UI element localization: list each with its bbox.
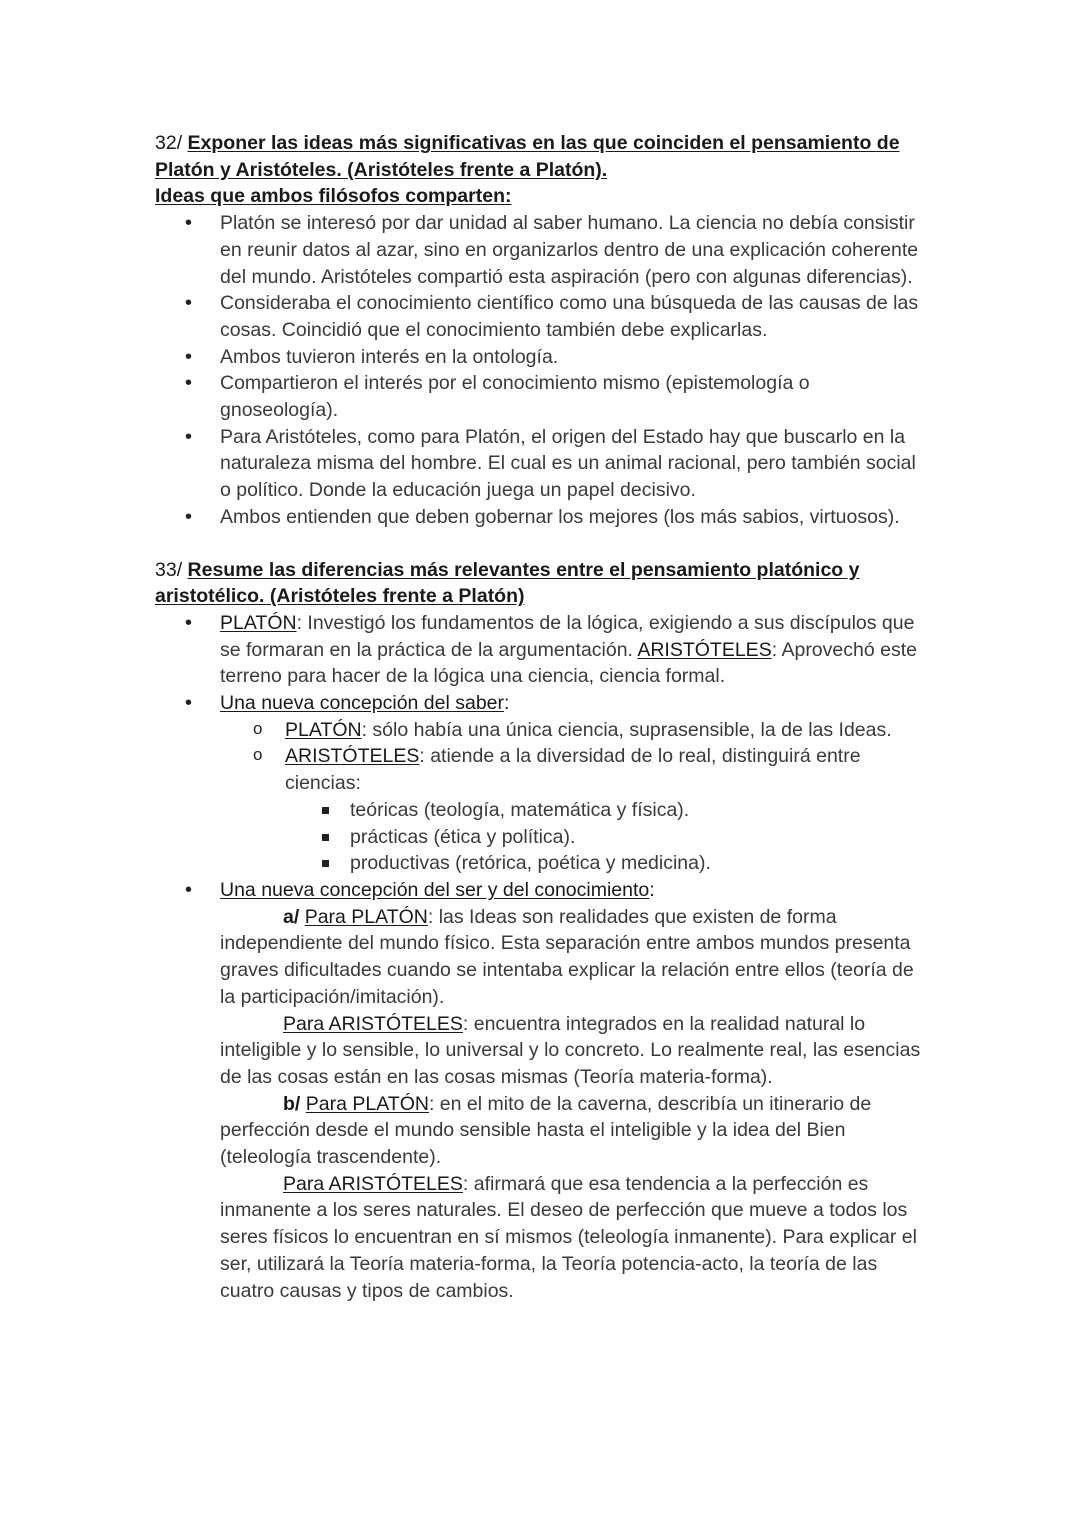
q32-heading [155, 130, 930, 183]
saber-aristoteles-text: : atiende a la diversidad de lo real, distinguirá entre ciencias: [285, 745, 861, 795]
ciencias-list [285, 797, 930, 877]
q32-number: 32/ [155, 132, 188, 154]
ser-b-platon [220, 1091, 930, 1171]
q33-bullet-logica [155, 610, 930, 690]
q33-title: Resume las diferencias más relevantes entre el pensamiento platónico y aristotélico. (Aristóteles frente a Platón) [155, 558, 860, 608]
saber-aristoteles-label: ARISTÓTELES [285, 745, 420, 768]
ser-label: Una nueva concepción del ser y del conocimiento [220, 878, 650, 901]
saber-platon-label: PLATÓN [285, 718, 362, 741]
ser-b-aristoteles [220, 1171, 930, 1305]
ciencias-productivas: productivas (retórica, poética y medicina). [285, 850, 930, 877]
b-marker: b/ [283, 1092, 301, 1115]
b-platon-text: : en el mito de la caverna, describía un itinerario de perfección desde el mundo sensible hasta el inteligible y la idea del Bien (teleología trascendente). [220, 1092, 872, 1169]
b-aristoteles-text: : afirmará que esa tendencia a la perfección es inmanente a los seres naturales. El deseo de perfección que mueve a todos los seres físicos lo encuentran en sí mismos (teleología inmanente). Para explicar el ser, utilizará la Teoría materia-forma, la Teoría potencia-acto, la teoría de las cuatro causas y tipos de cambios. [220, 1172, 917, 1302]
a-aristoteles-label: Para ARISTÓTELES [283, 1012, 463, 1035]
q32-subtitle-line [155, 183, 930, 210]
q32-bullet-6: • Ambos entienden que deben gobernar los mejores (los más sabios, virtuosos). [155, 504, 930, 531]
ciencias-practicas: prácticas (ética y política). [285, 824, 930, 851]
saber-label: Una nueva concepción del saber [220, 692, 505, 715]
q33-bullet-list [155, 610, 930, 904]
a-aristoteles-text: : encuentra integrados en la realidad natural lo inteligible y lo sensible, lo universal y lo concreto. Lo realmente real, las esencias de las cosas están en las cosas mismas (Teoría materia-forma). [220, 1012, 921, 1088]
a-platon-label: Para PLATÓN [304, 905, 428, 928]
aristoteles-logic-text: : Aprovechó este terreno para hacer de la lógica una ciencia, ciencia formal. [220, 638, 917, 688]
ser-a-aristoteles [220, 1011, 930, 1091]
saber-platon [220, 717, 930, 744]
q32-bullet-2: • Consideraba el conocimiento científico como una búsqueda de las causas de las cosas. Coincidió que el conocimiento también debe explicarlas. [155, 290, 930, 343]
saber-aristoteles [220, 743, 930, 877]
q32-bullet-1: • Platón se interesó por dar unidad al saber humano. La ciencia no debía consistir en reunir datos al azar, sino en organizarlos dentro de una explicación coherente del mundo. Aristóteles compartió esta aspiración (pero con algunas diferencias). [155, 210, 930, 290]
a-marker: a/ [283, 905, 300, 928]
q33-heading [155, 557, 930, 610]
q33-bullet-ser [155, 877, 930, 904]
ser-a-platon [220, 904, 930, 1011]
aristoteles-label: ARISTÓTELES [637, 638, 772, 661]
b-platon-label: Para PLATÓN [305, 1092, 429, 1115]
section-gap [155, 531, 930, 557]
saber-sublist [220, 717, 930, 877]
platon-logic-text: : Investigó los fundamentos de la lógica, exigiendo a sus discípulos que se formaran en la práctica de la argumentación. [220, 611, 915, 661]
q32-title: Exponer las ideas más significativas en las que coinciden el pensamiento de Platón y Aristóteles. (Aristóteles frente a Platón). [155, 132, 900, 181]
saber-platon-text: : sólo había una única ciencia, suprasensible, la de las Ideas. [361, 718, 892, 741]
platon-label: PLATÓN [220, 611, 297, 634]
q32-bullet-4: • Compartieron el interés por el conocimiento mismo (epistemología o gnoseología). [155, 370, 930, 423]
a-platon-text: : las Ideas son realidades que existen de forma independiente del mundo físico. Esta separación entre ambos mundos presenta graves dificultades cuando se intentaba explicar la relación entre ellos (teoría de la participación/imitación). [220, 905, 914, 1008]
b-aristoteles-label: Para ARISTÓTELES [283, 1172, 463, 1195]
saber-colon: : [504, 692, 510, 715]
ciencias-teoricas: teóricas (teología, matemática y física). [285, 797, 930, 824]
q32-subtitle: Ideas que ambos filósofos comparten: [155, 185, 512, 208]
ser-colon: : [649, 878, 655, 901]
q32-bullet-5: • Para Aristóteles, como para Platón, el origen del Estado hay que buscarlo en la naturaleza misma del hombre. El cual es un animal racional, pero también social o político. Donde la educación juega un papel decisivo. [155, 424, 930, 504]
q33-number: 33/ [155, 558, 188, 581]
document-content [155, 130, 930, 1304]
q32-bullet-3: • Ambos tuvieron interés en la ontología. [155, 344, 930, 371]
q32-bullet-list [155, 210, 930, 530]
q33-bullet-saber [155, 690, 930, 877]
